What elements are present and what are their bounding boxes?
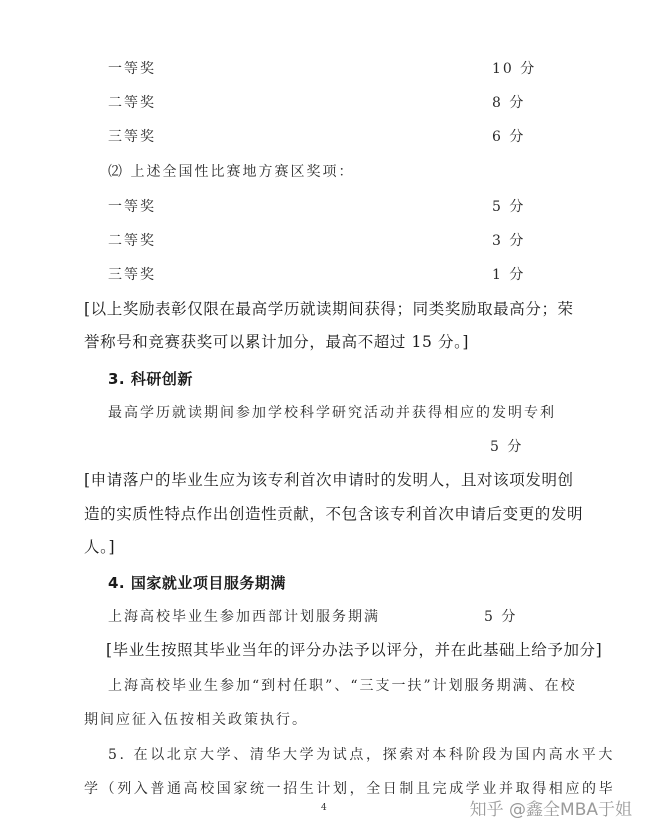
section-5-line-1: 5. 在以北京大学、清华大学为试点，探索对本科阶段为国内高水平大 [108, 747, 616, 763]
awards-note-line-1: [以上奖励表彰仅限在最高学历就读期间获得；同类奖励取最高分；荣 [84, 300, 574, 318]
watermark: 知乎 @鑫全MBA于姐 [469, 800, 632, 820]
section-3-points: 5 分 [490, 439, 524, 455]
section-4-para-line-2: 期间应征入伍按相关政策执行。 [84, 712, 308, 728]
section-4-points: 5 分 [484, 609, 518, 625]
award-regional-2-points: 3 分 [492, 233, 526, 249]
awards-note-line-2: 誉称号和竞赛获奖可以累计加分，最高不超过 15 分。] [84, 333, 470, 351]
award-national-2-label: 二等奖 [108, 95, 156, 111]
award-national-2-points: 8 分 [492, 95, 526, 111]
section-4-note: [毕业生按照其毕业当年的评分办法予以评分，并在此基础上给予加分] [106, 641, 603, 659]
award-regional-3-points: 1 分 [492, 267, 526, 283]
section-5-line-2: 学（列入普通高校国家统一招生计划，全日制且完成学业并取得相应的毕 [84, 781, 616, 797]
section-3-item: 最高学历就读期间参加学校科学研究活动并获得相应的发明专利 [108, 405, 556, 421]
section-3-note-line-2: 造的实质性特点作出创造性贡献，不包含该专利首次申请后变更的发明 [84, 505, 584, 523]
section-3-heading: 3. 科研创新 [108, 370, 193, 388]
award-national-1-label: 一等奖 [108, 61, 156, 77]
section-3-note-line-1: [申请落户的毕业生应为该专利首次申请时的发明人，且对该项发明创 [84, 471, 574, 489]
award-regional-2-label: 二等奖 [108, 233, 156, 249]
page-number: 4 [321, 803, 327, 813]
section-4-item: 上海高校毕业生参加西部计划服务期满 [108, 609, 380, 625]
award-regional-3-label: 三等奖 [108, 267, 156, 283]
regional-heading: ⑵ 上述全国性比赛地方赛区奖项： [108, 164, 355, 180]
award-national-1-points: 10 分 [492, 61, 537, 77]
section-3-note-line-3: 人。] [84, 538, 116, 556]
award-national-3-label: 三等奖 [108, 129, 156, 145]
award-regional-1-points: 5 分 [492, 199, 526, 215]
section-4-heading: 4. 国家就业项目服务期满 [108, 574, 286, 592]
award-national-3-points: 6 分 [492, 129, 526, 145]
award-regional-1-label: 一等奖 [108, 199, 156, 215]
section-4-para-line-1: 上海高校毕业生参加“到村任职”、“三支一扶”计划服务期满、在校 [108, 678, 577, 694]
